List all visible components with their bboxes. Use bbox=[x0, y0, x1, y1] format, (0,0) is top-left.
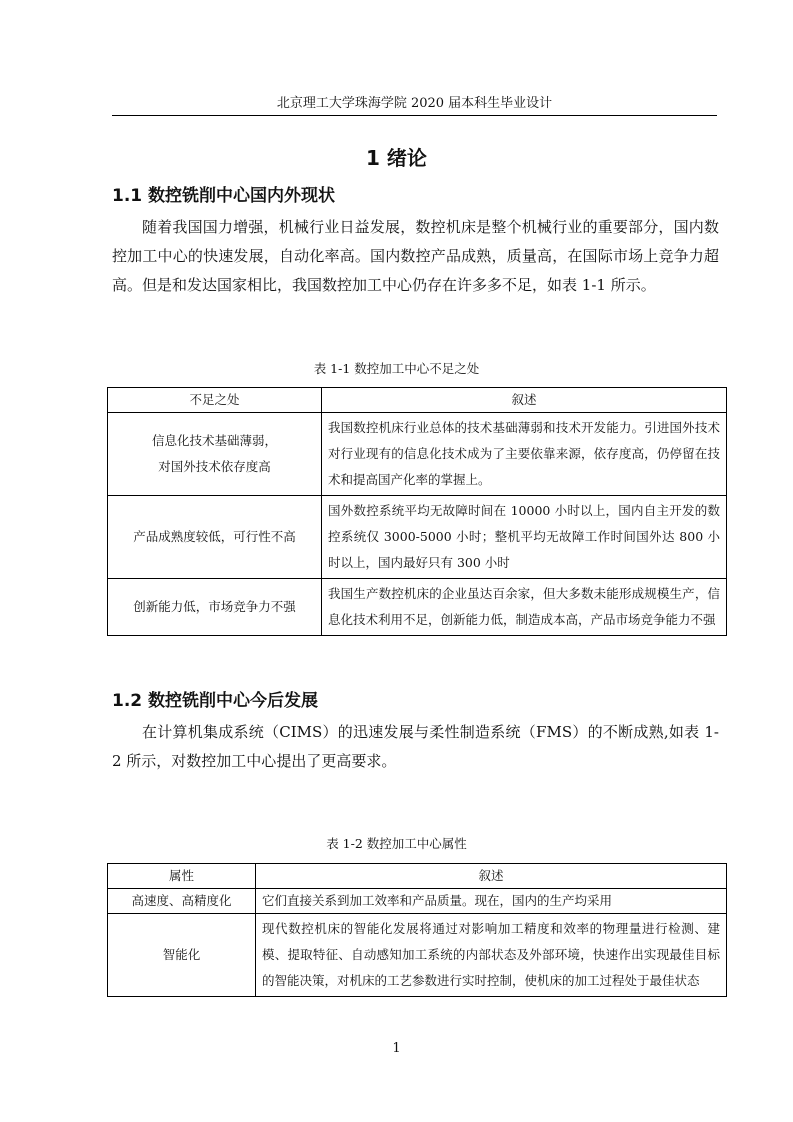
table-caption-1-2: 表 1-2 数控加工中心属性 bbox=[326, 836, 467, 851]
page-number: 1 bbox=[392, 1041, 401, 1056]
table-row bbox=[108, 579, 727, 636]
table-row bbox=[108, 889, 727, 914]
table-row bbox=[108, 496, 727, 579]
table-1-2 bbox=[107, 863, 727, 997]
section-title-1-2: 1.2 数控铣削中心今后发展 bbox=[112, 691, 319, 711]
table-header-row bbox=[108, 864, 727, 889]
table-cell-issue: 产品成熟度较低，可行性不高 bbox=[108, 496, 322, 579]
section-paragraph-1-1: 随着我国国力增强，机械行业日益发展，数控机床是整个机械行业的重要部分，国内数控加工中心的快速发展，自动化率高。国内数控产品成熟，质量高，在国际市场上竞争力超高。但是和发达国家相比，我国数控加工中心仍存在许多多不足，如表 1-1 所示。 bbox=[112, 218, 719, 294]
table-cell-description: 现代数控机床的智能化发展将通过对影响加工精度和效率的物理量进行检测、建模、提取特征、自动感知加工系统的内部状态及外部环境，快速作出实现最佳目标的智能决策，对机床的工艺参数进行实时控制，使机床的加工过程处于最佳状态 bbox=[256, 914, 727, 997]
table-header-row bbox=[108, 388, 727, 413]
section-paragraph-1-2: 在计算机集成系统（CIMS）的迅速发展与柔性制造系统（FMS）的不断成熟,如表 1-2 所示，对数控加工中心提出了更高要求。 bbox=[112, 723, 719, 770]
chapter-title: 1 绪论 bbox=[366, 146, 427, 170]
page-header: 北京理工大学珠海学院 2020 届本科生毕业设计 bbox=[112, 96, 717, 116]
table-header-cell: 叙述 bbox=[322, 388, 727, 413]
section-title-1-1: 1.1 数控铣削中心国内外现状 bbox=[112, 186, 336, 206]
table-row bbox=[108, 413, 727, 496]
table-cell-issue: 创新能力低，市场竞争力不强 bbox=[108, 579, 322, 636]
table-row bbox=[108, 914, 727, 997]
table-header-cell: 叙述 bbox=[256, 864, 727, 889]
table-cell-description: 它们直接关系到加工效率和产品质量。现在，国内的生产均采用 bbox=[256, 889, 727, 914]
table-cell-description: 我国生产数控机床的企业虽达百余家，但大多数未能形成规模生产，信息化技术利用不足，创新能力低，制造成本高，产品市场竞争能力不强 bbox=[322, 579, 727, 636]
table-cell-attribute: 高速度、高精度化 bbox=[108, 889, 256, 914]
table-caption-1-1: 表 1-1 数控加工中心不足之处 bbox=[313, 361, 480, 376]
table-header-cell: 属性 bbox=[108, 864, 256, 889]
table-cell-description: 国外数控系统平均无故障时间在 10000 小时以上，国内自主开发的数控系统仅 3000-5000 小时；整机平均无故障工作时间国外达 800 小时以上，国内最好只有 300 小时 bbox=[322, 496, 727, 579]
table-header-cell: 不足之处 bbox=[108, 388, 322, 413]
table-cell-attribute: 智能化 bbox=[108, 914, 256, 997]
table-1-1 bbox=[107, 387, 727, 636]
table-cell-issue: 信息化技术基础薄弱， 对国外技术依存度高 bbox=[108, 413, 322, 496]
table-cell-description: 我国数控机床行业总体的技术基础薄弱和技术开发能力。引进国外技术对行业现有的信息化技术成为了主要依靠来源，依存度高，仍停留在技术和提高国产化率的掌握上。 bbox=[322, 413, 727, 496]
